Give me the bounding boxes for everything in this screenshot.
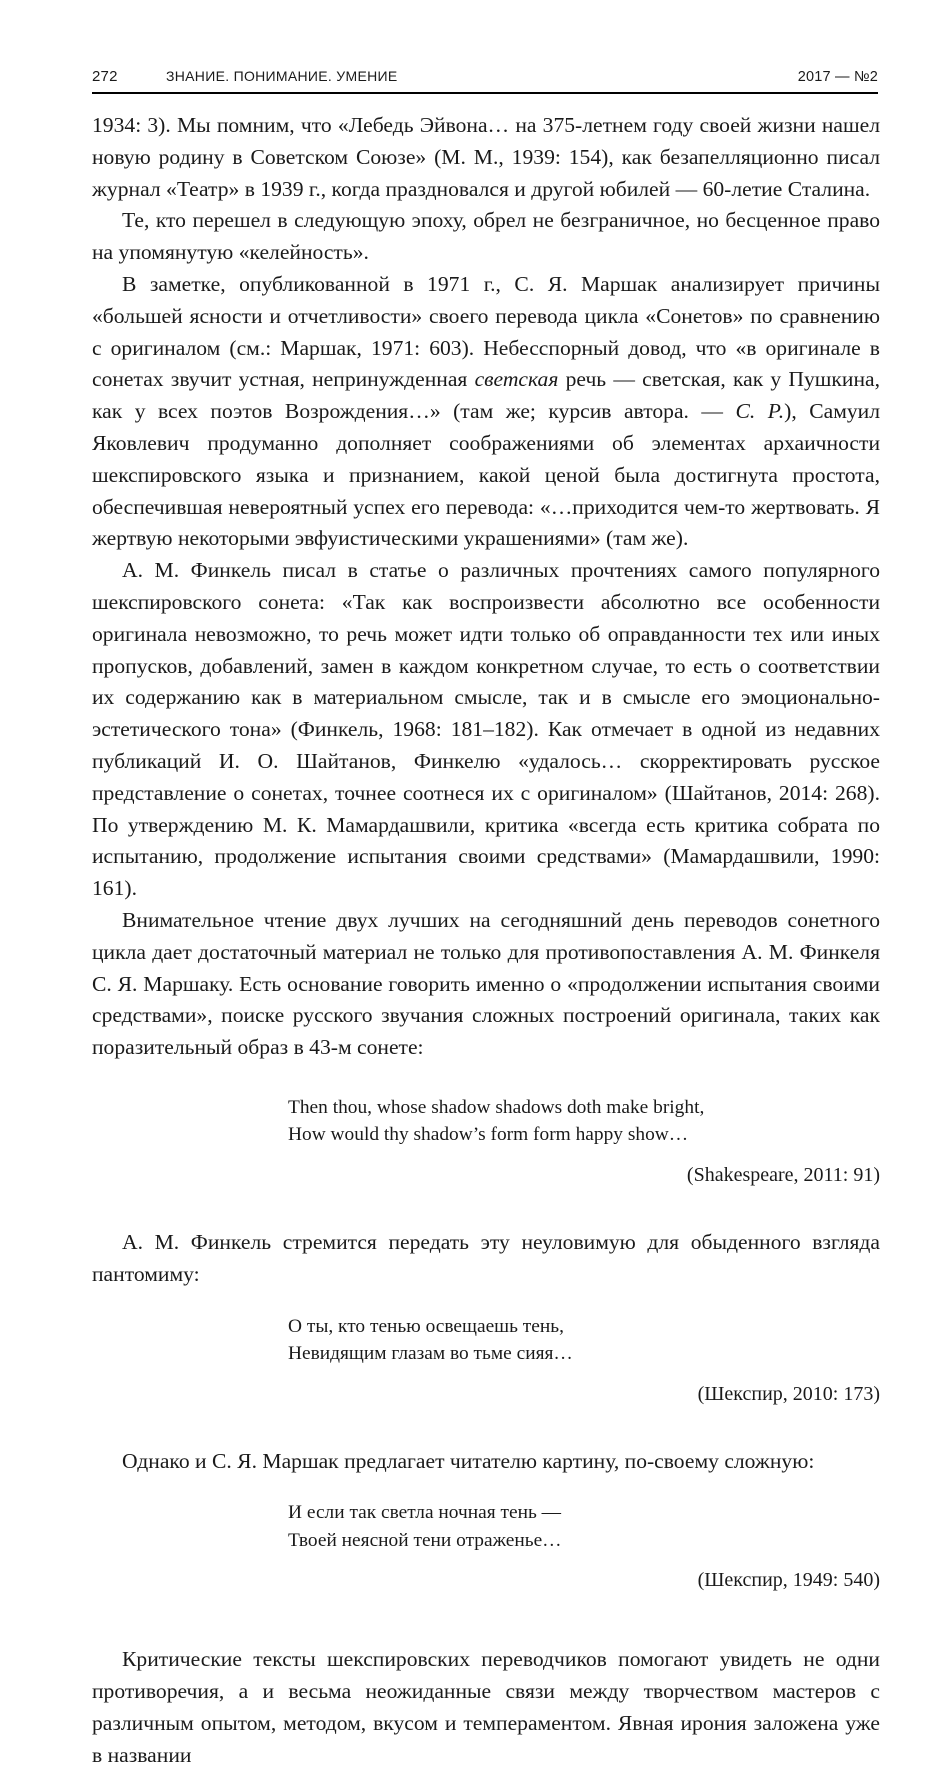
quote-block-shakespeare	[92, 1094, 880, 1149]
paragraph-3	[92, 269, 880, 555]
verse-line: How would thy shadow’s form form happy show…	[288, 1124, 689, 1146]
spacer	[92, 1368, 880, 1380]
paragraph-5: Внимательное чтение двух лучших на сегодняшний день переводов сонетного цикла дает достаточный материал не только для противопоставления А. М. Финкеля С. Я. Маршаку. Есть основание говорить именно о «продолжении испытания своими средствами», поиске русского звучания сложных построений оригинала, таких как поразительный образ в 43-м сонете:	[92, 907, 880, 1060]
spacer	[92, 1554, 880, 1566]
page-number: 272	[92, 68, 118, 85]
spacer	[92, 1632, 880, 1644]
running-header	[92, 68, 878, 85]
verse-line: Then thou, whose shadow shadows doth make bright,	[288, 1096, 705, 1118]
spacer	[92, 1477, 880, 1499]
spacer	[92, 1149, 880, 1161]
paragraph-6: А. М. Финкель стремится передать эту неуловимую для обыденного взгляда пантомиму:	[92, 1229, 880, 1286]
spacer	[92, 1408, 880, 1446]
verse-line: Твоей неясной тени отраженье…	[288, 1529, 562, 1551]
citation-finkel: (Шекспир, 2010: 173)	[697, 1382, 880, 1405]
issue-label: 2017 — №2	[797, 69, 878, 85]
emphasis-svetskaya: светская	[474, 367, 559, 392]
text-column	[92, 110, 880, 1771]
journal-title: ЗНАНИЕ. ПОНИМАНИЕ. УМЕНИЕ	[166, 68, 398, 84]
verse-line: О ты, кто тенью освещаешь тень,	[288, 1315, 564, 1337]
paragraph-4: А. М. Финкель писал в статье о различных прочтениях самого популярного шекспировского сонета: «Так как воспроизвести абсолютно все особенности оригинала невозможно, то речь может идти только об оправданности тех или иных пропусков, добавлений, замен в каждом конкретном случае, то есть о соответствии их содержанию как в материальном смысле, так и в смысле его эмоционально-эстетического тона» (Финкель, 1968: 181–182). Как отмечает в одной из недавних публикаций И. О. Шайтанов, Финкелю «удалось… скорректировать русское представление о сонетах, точнее соотнеся их с оригиналом» (Шайтанов, 2014: 268). По утверждению М. К. Мамардашвили, критика «всегда есть критика собрата по испытанию, продолжение испытания своими средствами» (Мамардашвили, 1990: 161).	[92, 558, 880, 901]
quote-block-marshak	[92, 1499, 880, 1554]
paragraph-3-part-c: ), Самуил Яковлевич продуманно дополняет соображениями об элементах архаичности шекспировского языка и признанием, какой ценой была достигнута простота, обеспечившая невероятный успех его перевода: «…приходится чем-то жертвовать. Я жертвую некоторыми эвфуистическими украшениями» (там же).	[92, 399, 880, 551]
quote-block-finkel	[92, 1313, 880, 1368]
spacer	[92, 1064, 880, 1094]
spacer	[92, 1189, 880, 1227]
paragraph-3-part-a: В заметке, опубликованной в 1971 г., С. Я. Маршак анализирует причины «большей ясности и отчетливости» своего перевода цикла «Сонетов» по сравнению с оригиналом (см.: Маршак, 1971: 603). Небесспорный довод, что «в оригинале в сонетах звучит устная, непринужденная	[92, 271, 880, 392]
spacer	[92, 1594, 880, 1632]
paragraph-2: Те, кто перешел в следующую эпоху, обрел не безграничное, но бесценное право на упомянутую «келейность».	[92, 208, 880, 265]
paragraph-3-part-b: речь — светская, как у Пушкина, как у всех поэтов Возрождения…» (там же; курсив автора. —	[92, 367, 880, 424]
paragraph-1: 1934: 3). Мы помним, что «Лебедь Эйвона… на 375-летнем году своей жизни нашел новую родину в Советском Союзе» (М. М., 1939: 154), как безапелляционно писал журнал «Театр» в 1939 г., когда праздновался и другой юбилей — 60-летие Сталина.	[92, 113, 880, 201]
header-divider-rule	[92, 92, 878, 94]
emphasis-initials: С. Р.	[735, 399, 785, 424]
verse-line: Невидящим глазам во тьме сияя…	[288, 1343, 573, 1364]
paragraph-8: Критические тексты шекспировских переводчиков помогают увидеть не одни противоречия, а и весьма неожиданные связи между творчеством мастеров с различным опытом, методом, вкусом и темпераментом. Явная ирония заложена уже в названии	[92, 1647, 880, 1767]
citation-marshak: (Шекспир, 1949: 540)	[697, 1569, 880, 1592]
citation-shakespeare: (Shakespeare, 2011: 91)	[686, 1163, 880, 1186]
spacer	[92, 1291, 880, 1313]
paragraph-7: Однако и С. Я. Маршак предлагает читателю картину, по-своему сложную:	[122, 1448, 815, 1473]
verse-line: И если так светла ночная тень —	[288, 1502, 562, 1524]
